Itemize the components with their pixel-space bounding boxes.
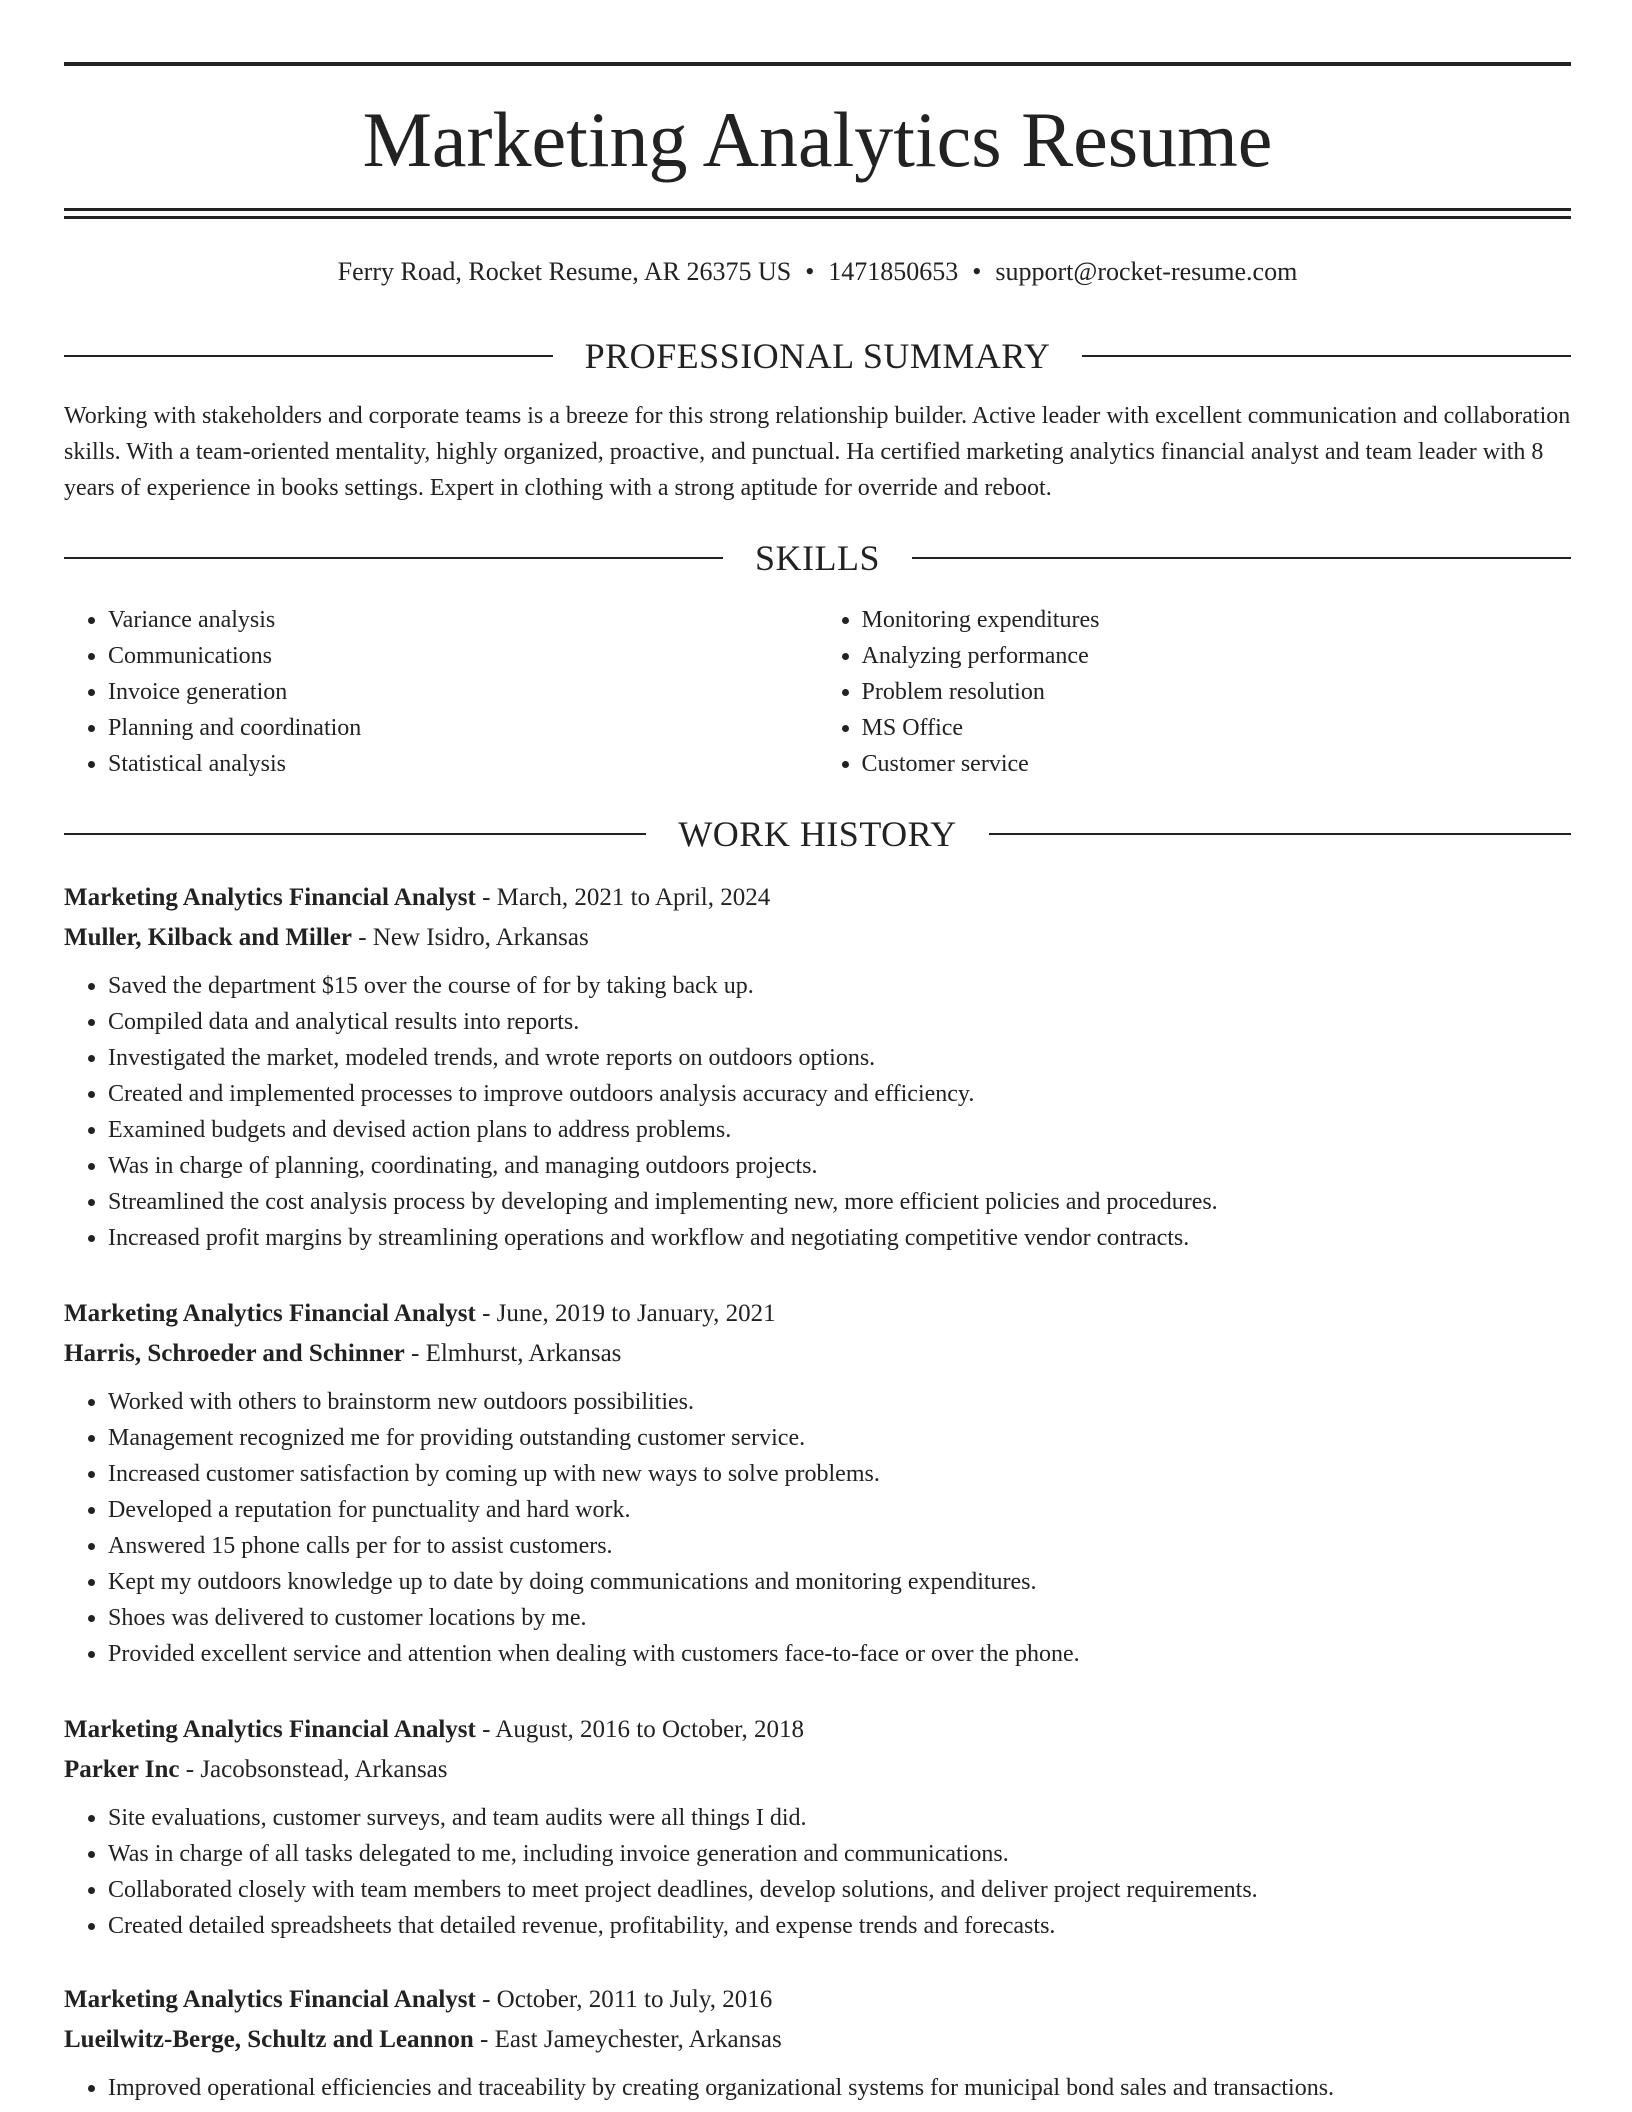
heading-rule-right	[989, 833, 1571, 835]
job-entry: Marketing Analytics Financial Analyst - March, 2021 to April, 2024 Muller, Kilback and Miller - New Isidro, Arkansas • Saved the department $15 over the course of for by taking back up. • Compiled data and analytical results into reports. • Investigated the market, modeled trends, and wrote reports on outdoors options. • Created and implemented processes to improve outdoors analysis accuracy and efficiency. • Examined budgets and devised action plans to address problems. • Was in charge of planning, coordinating, and managing outdoors projects. • Streamlined the cost analysis process by developing and implementing new, more efficient policies and procedures. • Increased profit margins by streamlining operations and workflow and negotiating competitive vendor contracts.	[64, 878, 1571, 1256]
job-bullet: • Answered 15 phone calls per for to assist customers.	[108, 1528, 1571, 1564]
skill-item: • Statistical analysis	[108, 746, 818, 782]
contact-separator: •	[972, 257, 982, 286]
contact-separator: •	[805, 257, 815, 286]
job-dates: June, 2019 to January, 2021	[496, 1300, 776, 1327]
job-bullet: • Improved operational efficiencies and traceability by creating organizational systems for municipal bond sales and transactions.	[108, 2070, 1571, 2106]
job-bullet: • Examined budgets and devised action plans to address problems.	[108, 1112, 1571, 1148]
job-dates: October, 2011 to July, 2016	[496, 1986, 773, 2013]
job-location: New Isidro, Arkansas	[372, 924, 589, 951]
job-location: Jacobsonstead, Arkansas	[200, 1756, 448, 1783]
heading-rule-right	[1082, 355, 1571, 357]
job-title: Marketing Analytics Financial Analyst	[64, 884, 476, 911]
job-bullet: • Management recognized me for providing outstanding customer service.	[108, 1420, 1571, 1456]
heading-rule-left	[64, 355, 553, 357]
job-bullet: • Increased customer satisfaction by coming up with new ways to solve problems.	[108, 1456, 1571, 1492]
job-bullet: • Kept my outdoors knowledge up to date by doing communications and monitoring expenditures.	[108, 1564, 1571, 1600]
skills-heading	[64, 536, 1571, 580]
title-rule-lower	[64, 216, 1571, 219]
job-entry: Marketing Analytics Financial Analyst - August, 2016 to October, 2018 Parker Inc - Jacobsonstead, Arkansas • Site evaluations, customer surveys, and team audits were all things I did. • Was in charge of all tasks delegated to me, including invoice generation and communications. • Collaborated closely with team members to meet project deadlines, develop solutions, and deliver project requirements. • Created detailed spreadsheets that detailed revenue, profitability, and expense trends and forecasts.	[64, 1710, 1571, 1944]
title-rule-upper	[64, 208, 1571, 211]
heading-rule-left	[64, 833, 646, 835]
job-company: Lueilwitz-Berge, Schultz and Leannon	[64, 2026, 474, 2053]
job-bullet: • Site evaluations, customer surveys, and team audits were all things I did.	[108, 1800, 1571, 1836]
job-company: Muller, Kilback and Miller	[64, 924, 352, 951]
job-bullet: • Collaborated closely with team members to meet project deadlines, develop solutions, and deliver project requirements.	[108, 1872, 1571, 1908]
skill-item: • MS Office	[862, 710, 1572, 746]
contact-line	[64, 254, 1571, 290]
job-dates: August, 2016 to October, 2018	[495, 1716, 804, 1743]
job-bullets	[64, 1384, 1571, 1672]
job-bullet: • Shoes was delivered to customer locations by me.	[108, 1600, 1571, 1636]
skill-item: • Problem resolution	[862, 674, 1572, 710]
skill-item: • Monitoring expenditures	[862, 602, 1572, 638]
skill-item: • Customer service	[862, 746, 1572, 782]
job-location: Elmhurst, Arkansas	[425, 1340, 622, 1367]
contact-phone: 1471850653	[828, 257, 959, 286]
skill-item: • Communications	[108, 638, 818, 674]
job-bullet: • Saved the department $15 over the course of for by taking back up.	[108, 968, 1571, 1004]
job-title: Marketing Analytics Financial Analyst	[64, 1300, 476, 1327]
work-heading	[64, 812, 1571, 856]
contact-address: Ferry Road, Rocket Resume, AR 26375 US	[337, 257, 792, 286]
skills-heading-label: SKILLS	[755, 538, 881, 578]
resume-title: Marketing Analytics Resume	[362, 96, 1273, 183]
job-bullet: • Created and implemented processes to improve outdoors analysis accuracy and efficiency.	[108, 1076, 1571, 1112]
job-dates: March, 2021 to April, 2024	[496, 884, 771, 911]
job-location: East Jameychester, Arkansas	[494, 2026, 782, 2053]
job-bullet: • Investigated the market, modeled trends, and wrote reports on outdoors options.	[108, 1040, 1571, 1076]
job-company: Harris, Schroeder and Schinner	[64, 1340, 405, 1367]
work-heading-label: WORK HISTORY	[678, 814, 957, 854]
skill-item: • Planning and coordination	[108, 710, 818, 746]
job-bullet: • Was in charge of all tasks delegated to me, including invoice generation and communications.	[108, 1836, 1571, 1872]
heading-rule-right	[912, 557, 1571, 559]
summary-text: Working with stakeholders and corporate teams is a breeze for this strong relationship builder. Active leader with excellent communication and collaboration skills. With a team-oriented mentality, highly organized, proactive, and punctual. Ha certified marketing analytics financial analyst and team leader with 8 years of experience in books settings. Expert in clothing with a strong aptitude for override and reboot.	[64, 403, 1571, 501]
skills-column-left	[64, 602, 818, 782]
skill-item: • Variance analysis	[108, 602, 818, 638]
skill-item: • Invoice generation	[108, 674, 818, 710]
top-rule	[64, 62, 1571, 66]
job-bullets	[64, 1800, 1571, 1944]
skill-item: • Analyzing performance	[862, 638, 1572, 674]
summary-heading	[64, 334, 1571, 378]
job-entry: Marketing Analytics Financial Analyst - June, 2019 to January, 2021 Harris, Schroeder and Schinner - Elmhurst, Arkansas • Worked with others to brainstorm new outdoors possibilities. • Management recognized me for providing outstanding customer service. • Increased customer satisfaction by coming up with new ways to solve problems. • Developed a reputation for punctuality and hard work. • Answered 15 phone calls per for to assist customers. • Kept my outdoors knowledge up to date by doing communications and monitoring expenditures. • Shoes was delivered to customer locations by me. • Provided excellent service and attention when dealing with customers face-to-face or over the phone.	[64, 1294, 1571, 1672]
job-bullet: • Streamlined the cost analysis process by developing and implementing new, more efficient policies and procedures.	[108, 1184, 1571, 1220]
job-title: Marketing Analytics Financial Analyst	[64, 1716, 476, 1743]
job-company: Parker Inc	[64, 1756, 180, 1783]
job-bullet: • Increased profit margins by streamlining operations and workflow and negotiating competitive vendor contracts.	[108, 1220, 1571, 1256]
job-bullet: • Compiled data and analytical results into reports.	[108, 1004, 1571, 1040]
contact-email: support@rocket-resume.com	[995, 257, 1298, 286]
skills-list	[64, 602, 1571, 782]
job-bullet: • Created detailed spreadsheets that detailed revenue, profitability, and expense trends and forecasts.	[108, 1908, 1571, 1944]
job-bullets	[64, 968, 1571, 1256]
summary-heading-label: PROFESSIONAL SUMMARY	[584, 336, 1051, 376]
job-title: Marketing Analytics Financial Analyst	[64, 1986, 476, 2013]
job-bullet: • Provided excellent service and attention when dealing with customers face-to-face or over the phone.	[108, 1636, 1571, 1672]
job-entry: Marketing Analytics Financial Analyst - October, 2011 to July, 2016 Lueilwitz-Berge, Schultz and Leannon - East Jameychester, Arkansas • Improved operational efficiencies and traceability by creating organizational systems for municipal bond sales and transactions.	[64, 1980, 1571, 2106]
job-bullet: • Developed a reputation for punctuality and hard work.	[108, 1492, 1571, 1528]
skills-column-right	[818, 602, 1572, 782]
job-bullets	[64, 2070, 1571, 2106]
job-bullet: • Was in charge of planning, coordinating, and managing outdoors projects.	[108, 1148, 1571, 1184]
heading-rule-left	[64, 557, 723, 559]
job-bullet: • Worked with others to brainstorm new outdoors possibilities.	[108, 1384, 1571, 1420]
